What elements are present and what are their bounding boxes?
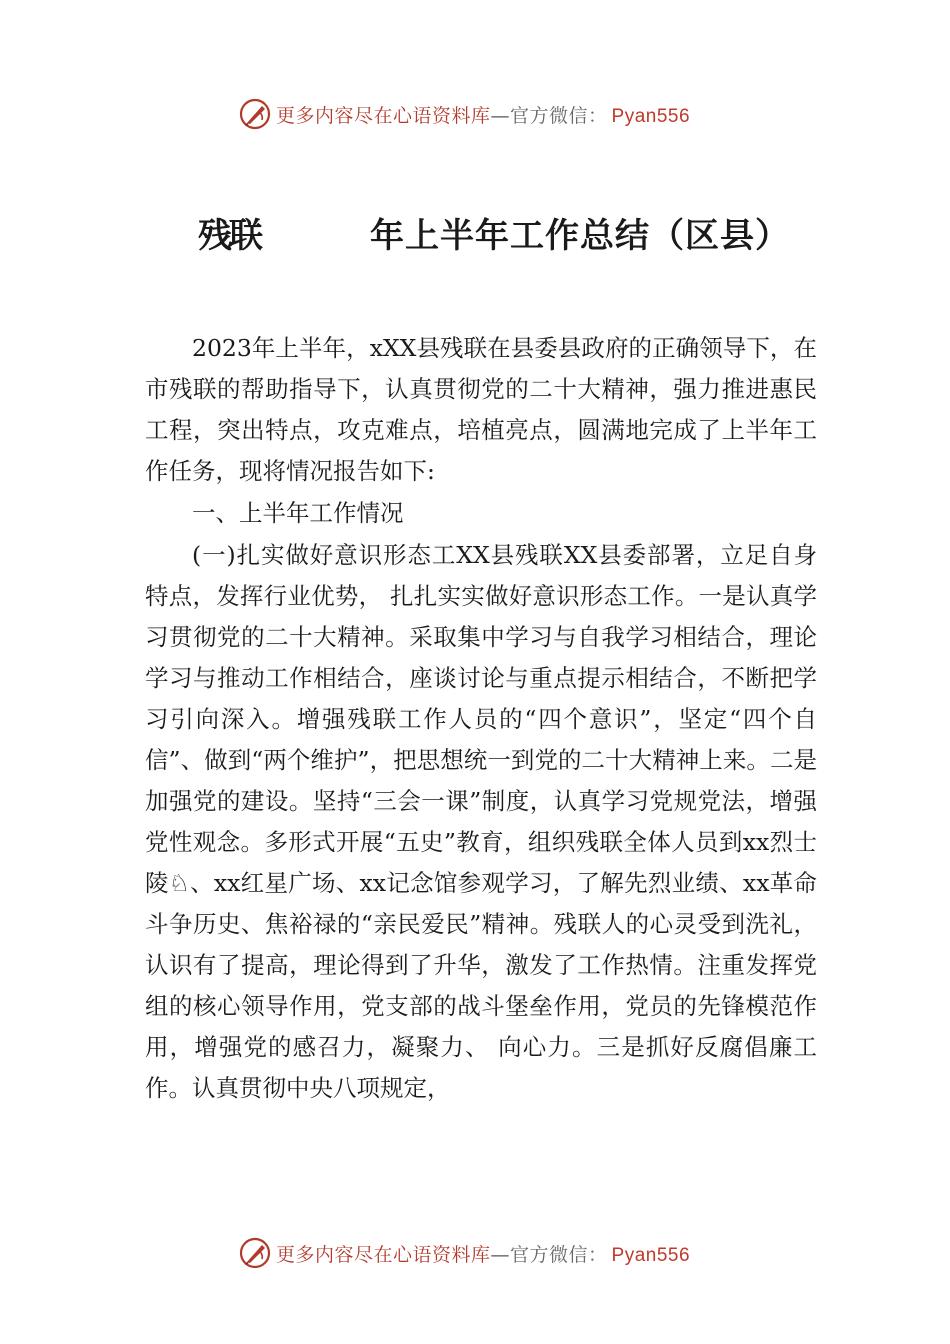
paragraph-intro: 2023年上半年，xXX县残联在县委县政府的正确领导下，在市残联的帮助指导下，认真贯彻党的二十大精神，强力推进惠民工程，突出特点，攻克难点，培植亮点，圆满地完成了上半年工作任务，现将情况报告如下: — [145, 334, 817, 485]
watermark-footer — [238, 1236, 690, 1270]
paragraph-ideology: (一)扎实做好意识形态工XX县残联XX县委部署，立足自身特点，发挥行业优势， 扎扎实实做好意识形态工作。一是认真学习贯彻党的二十大精神。采取集中学习与自我学习相结合，理论学习与推动工作相结合，座谈讨论与重点提示相结合，不断把学习引向深入。增强残联工作人员的“四个意识”，坚定“四个自信”、做到“两个维护”，把思想统一到党的二十大精神上来。二是加强党的建设。坚持“三会一课”制度，认真学习党规党法，增强党性观念。多形式开展“五史”教育，组织残联全体人员到xx烈士陵♘、xx红星广场、xx记念馆参观学习，了解先烈业绩、xx革命斗争历史、焦裕禄的“亲民爱民”精神。残联人的心灵受到洗礼，认识有了提高，理论得到了升华，激发了工作热情。注重发挥党组的核心领导作用，党支部的战斗堡垒作用，党员的先锋模范作用，增强党的感召力，凝聚力、 向心力。三是抓好反腐倡廉工作。认真贯彻中央八项规定， — [145, 541, 817, 1102]
title-main: 年上半年工作总结（区县） — [370, 216, 790, 256]
pen-feather-icon — [238, 97, 272, 131]
pen-feather-icon — [238, 1236, 272, 1270]
watermark-header — [238, 97, 690, 131]
document-title — [0, 200, 950, 260]
document-body — [145, 328, 817, 1109]
watermark-text: 更多内容尽在心语资料库—官方微信： Pyan556 — [276, 104, 691, 127]
watermark-text: 更多内容尽在心语资料库—官方微信： Pyan556 — [276, 1243, 691, 1266]
section-heading: 一、上半年工作情况 — [192, 499, 404, 527]
title-left: 残联 — [198, 216, 260, 256]
